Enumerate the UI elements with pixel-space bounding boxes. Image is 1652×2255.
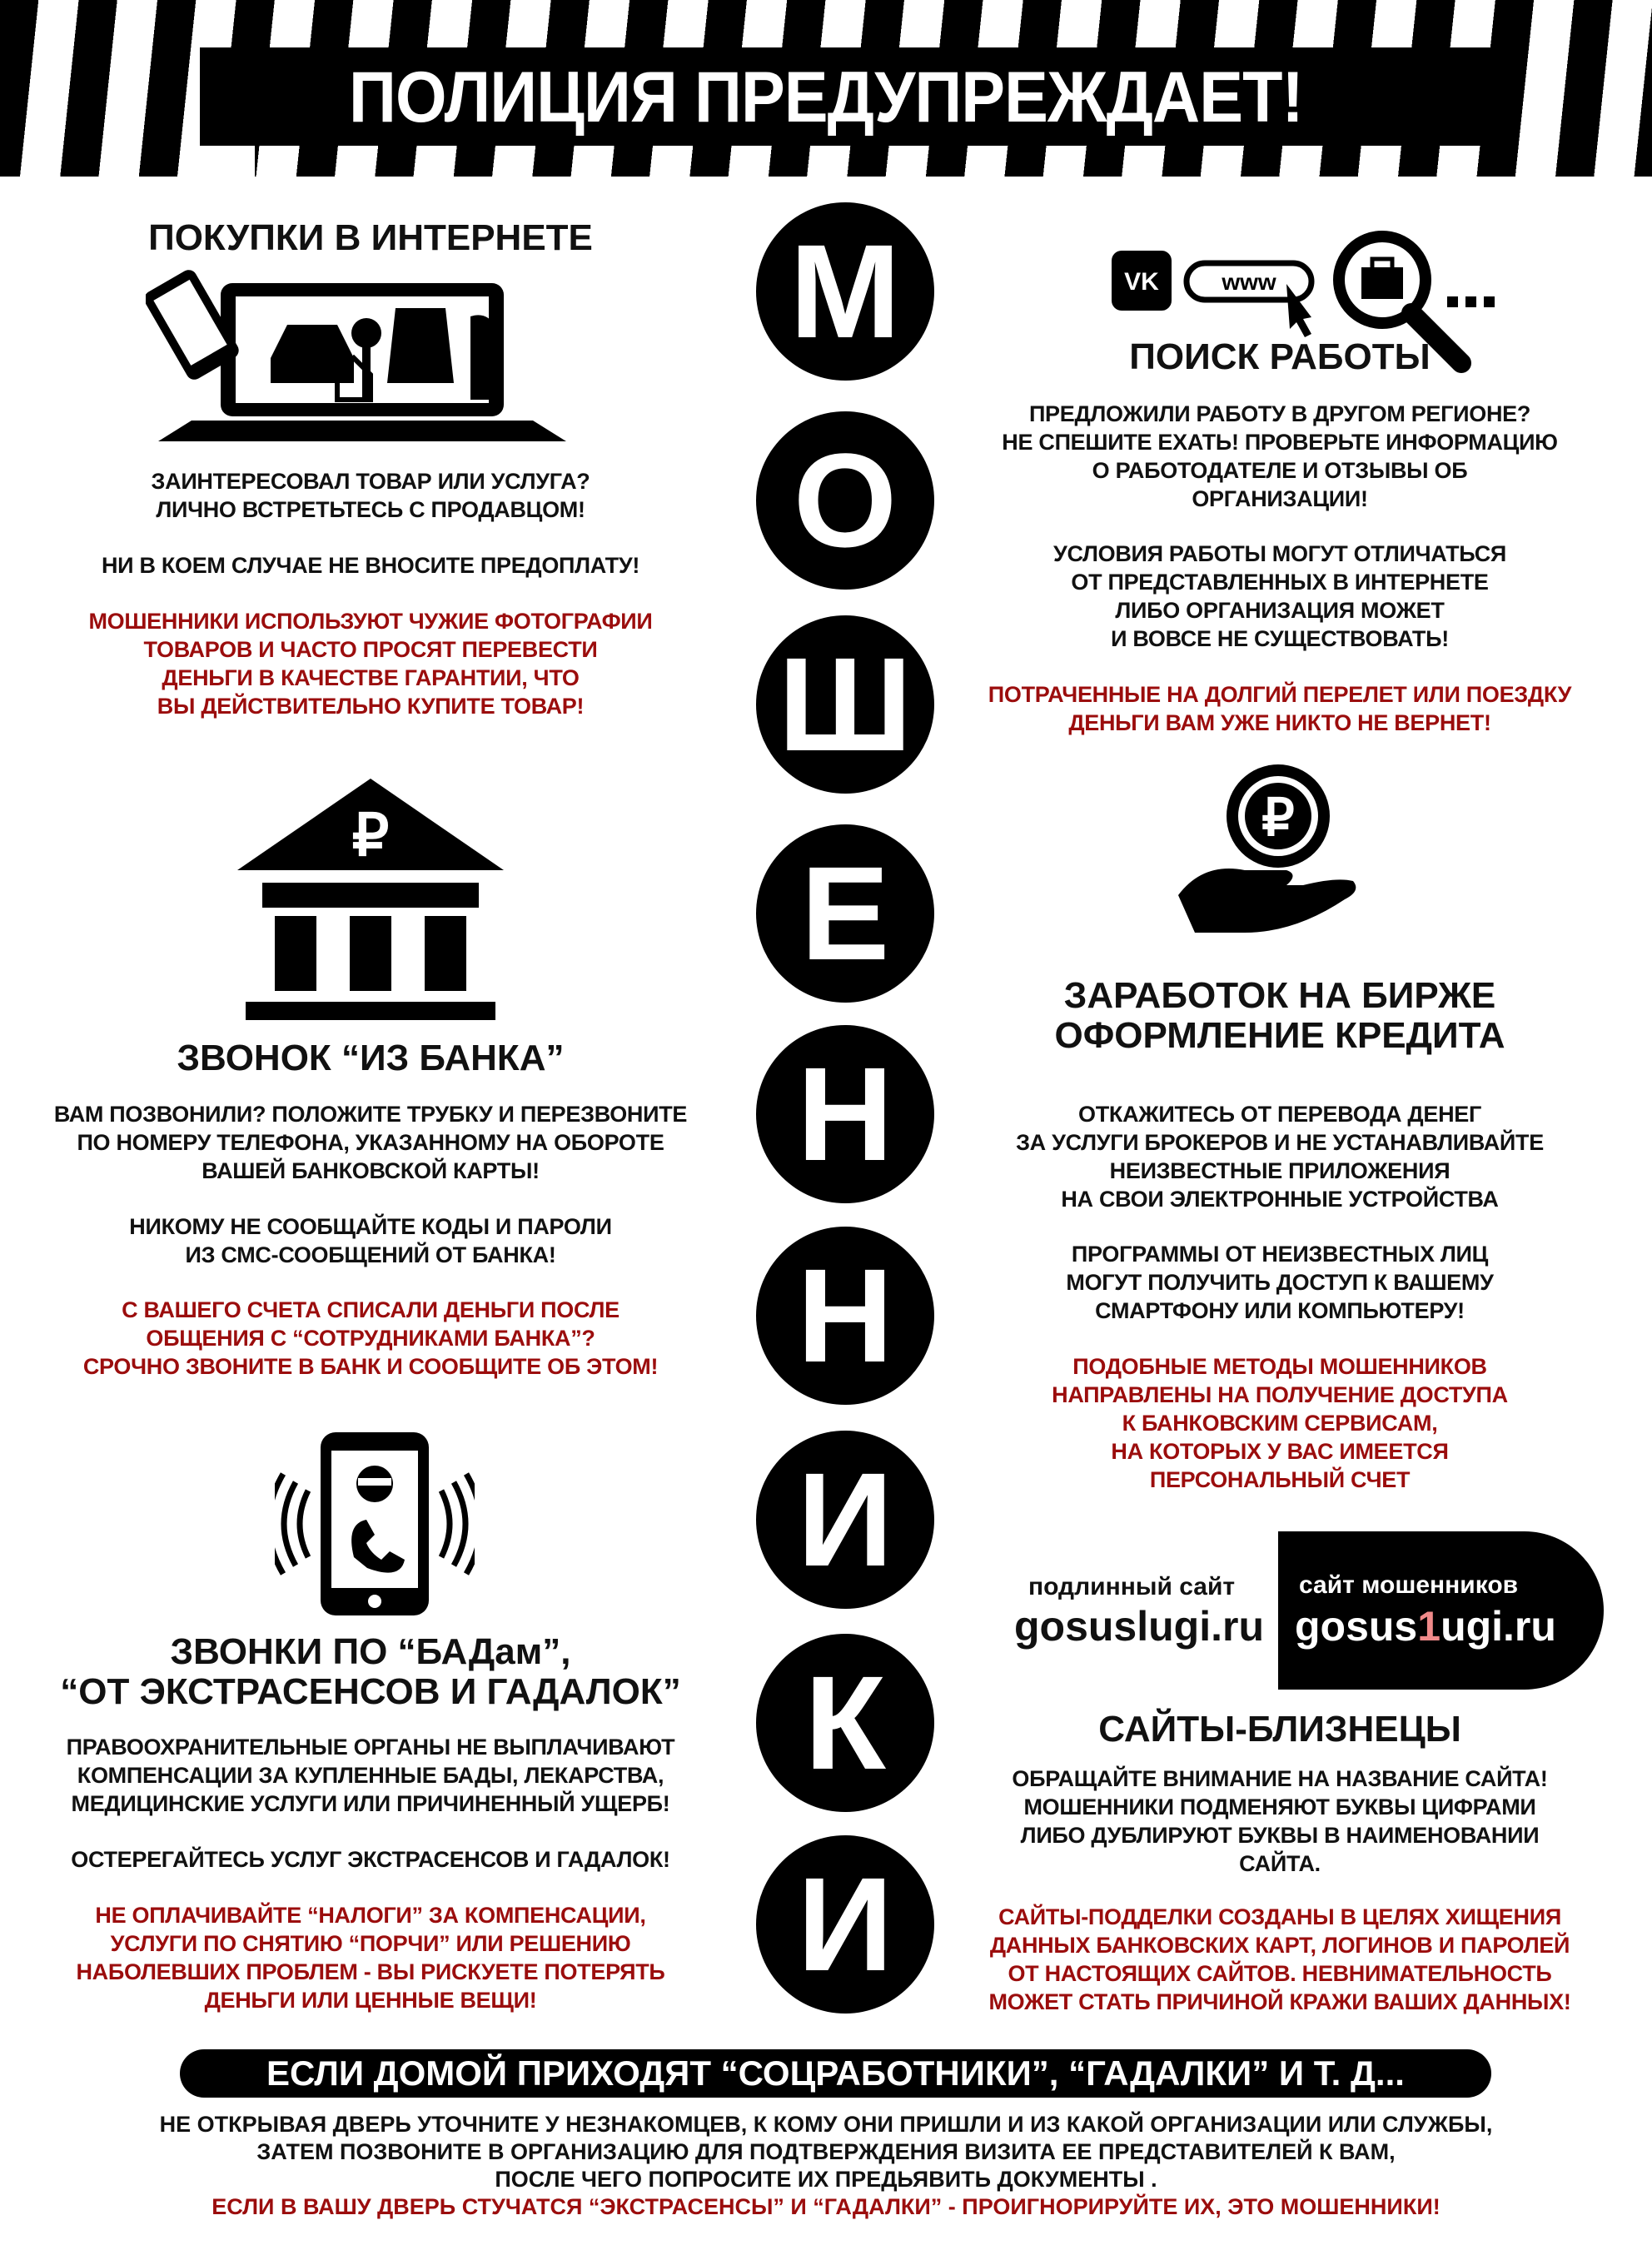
page-title: ПОЛИЦИЯ ПРЕДУПРЕЖДАЕТ!	[349, 57, 1303, 137]
laptop-shopping-icon	[146, 266, 579, 450]
footer-warning: ЕСЛИ В ВАШУ ДВЕРЬ СТУЧАТСЯ “ЭКСТРАСЕНСЫ” И “ГАДАЛКИ” - ПРОИГНОРИРУЙТЕ ИХ, ЭТО МОШЕННИКИ!	[211, 2194, 1441, 2219]
vk-icon: VK	[1124, 268, 1159, 296]
footer-body: НЕ ОТКРЫВАЯ ДВЕРЬ УТОЧНИТЕ У НЕЗНАКОМЦЕВ, К КОМУ ОНИ ПРИШЛИ И ИЗ КАКОЙ ОРГАНИЗАЦИИ ИЛИ СЛУЖБЫ, ЗАТЕМ ПОЗВОНИТЕ В ОРГАНИЗАЦИЮ ДЛЯ ПОДТВЕРЖДЕНИЯ ВИЗИТА ЕЕ ПРЕДСТАВИТЕЛЕЙ К ВАМ, ПОСЛЕ ЧЕГО ПОПРОСИТЕ ИХ ПРЕДЬЯВИТЬ ДОКУМЕНТЫ .	[159, 2112, 1493, 2192]
job-text-2: УСЛОВИЯ РАБОТЫ МОГУТ ОТЛИЧАТЬСЯ ОТ ПРЕДСТАВЛЕННЫХ В ИНТЕРНЕТЕ ЛИБО ОРГАНИЗАЦИЯ МОЖЕТ И ВОВСЕ НЕ СУЩЕСТВОВАТЬ!	[1052, 541, 1507, 651]
twin-sites-title: САЙТЫ-БЛИЗНЕЦЫ	[1098, 1709, 1461, 1750]
letter-circle: И	[756, 1431, 934, 1609]
fake-site-url	[1295, 1602, 1556, 1650]
exchange-warning: ПОДОБНЫЕ МЕТОДЫ МОШЕННИКОВ НАПРАВЛЕНЫ НА ПОЛУЧЕНИЕ ДОСТУПА К БАНКОВСКИМ СЕРВИСАМ, НА КОТОРЫХ У ВАС ИМЕЕТСЯ ПЕРСОНАЛЬНЫЙ СЧЕТ	[1052, 1354, 1508, 1492]
real-site-url: gosuslugi.ru	[1014, 1603, 1264, 1650]
shopping-text-2: НИ В КОЕМ СЛУЧАЕ НЕ ВНОСИТЕ ПРЕДОПЛАТУ!	[101, 553, 640, 578]
real-site-label: подлинный сайт	[1028, 1573, 1236, 1600]
shopping-warning: МОШЕННИКИ ИСПОЛЬЗУЮТ ЧУЖИЕ ФОТОГРАФИИ ТОВАРОВ И ЧАСТО ПРОСЯТ ПЕРЕВЕСТИ ДЕНЬГИ В КАЧЕСТВЕ ГАРАНТИИ, ЧТО ВЫ ДЕЙСТВИТЕЛЬНО КУПИТЕ ТОВАР!	[88, 609, 653, 719]
fake-url-part: gosus	[1295, 1603, 1418, 1650]
letter-circle: К	[756, 1634, 934, 1812]
bank-call-title: ЗВОНОК “ИЗ БАНКА”	[177, 1038, 565, 1078]
calls-text-1: ПРАВООХРАНИТЕЛЬНЫЕ ОРГАНЫ НЕ ВЫПЛАЧИВАЮТ КОМПЕНСАЦИИ ЗА КУПЛЕННЫЕ БАДЫ, ЛЕКАРСТВА, МЕДИЦИНСКИЕ УСЛУГИ ИЛИ ПРИЧИНЕННЫЙ УЩЕРБ!	[66, 1735, 675, 1816]
letter-circle: О	[756, 411, 934, 590]
header-stripe-gap	[185, 146, 255, 179]
letter-circle: Н	[756, 1025, 934, 1203]
fake-site-label: сайт мошенников	[1299, 1571, 1519, 1599]
twin-sites-warning: САЙТЫ-ПОДДЕЛКИ СОЗДАНЫ В ЦЕЛЯХ ХИЩЕНИЯ ДАННЫХ БАНКОВСКИХ КАРТ, ЛОГИНОВ И ПАРОЛЕЙ ОТ НАСТОЯЩИХ САЙТОВ. НЕВНИМАТЕЛЬНОСТЬ МОЖЕТ СТАТЬ ПРИЧИНОЙ КРАЖИ ВАШИХ ДАННЫХ!	[988, 1904, 1571, 2014]
fake-url-part: ugi.ru	[1441, 1603, 1556, 1650]
www-icon: www	[1222, 269, 1276, 295]
letter-circle: Е	[756, 824, 934, 1003]
exchange-text-2: ПРОГРАММЫ ОТ НЕИЗВЕСТНЫХ ЛИЦ МОГУТ ПОЛУЧИТЬ ДОСТУП К ВАШЕМУ СМАРТФОНУ ИЛИ КОМПЬЮТЕРУ!	[1066, 1242, 1494, 1323]
hand-ruble-icon	[1174, 762, 1357, 949]
calls-title: ЗВОНКИ ПО “БАДам”, “ОТ ЭКСТРАСЕНСОВ И ГАДАЛОК”	[60, 1631, 681, 1712]
job-warning: ПОТРАЧЕННЫЕ НА ДОЛГИЙ ПЕРЕЛЕТ ИЛИ ПОЕЗДКУ ДЕНЬГИ ВАМ УЖЕ НИКТО НЕ ВЕРНЕТ!	[988, 682, 1572, 735]
letter-circle: И	[756, 1835, 934, 2014]
ruble-icon: ₽	[1261, 789, 1295, 847]
calls-warning: НЕ ОПЛАЧИВАЙТЕ “НАЛОГИ” ЗА КОМПЕНСАЦИИ, УСЛУГИ ПО СНЯТИЮ “ПОРЧИ” ИЛИ РЕШЕНИЮ НАБОЛЕВШИХ ПРОБЛЕМ - ВЫ РИСКУЕТЕ ПОТЕРЯТЬ ДЕНЬГИ ИЛИ ЦЕННЫЕ ВЕЩИ!	[76, 1903, 665, 2013]
bank-icon	[237, 779, 504, 1024]
fake-url-digit: 1	[1417, 1603, 1441, 1650]
job-title: ПОИСК РАБОТЫ	[1129, 336, 1431, 377]
shopping-text-1: ЗАИНТЕРЕСОВАЛ ТОВАР ИЛИ УСЛУГА? ЛИЧНО ВСТРЕТЬТЕСЬ С ПРОДАВЦОМ!	[151, 469, 590, 522]
shopping-title: ПОКУПКИ В ИНТЕРНЕТЕ	[148, 217, 593, 258]
exchange-credit-title: ЗАРАБОТОК НА БИРЖЕ ОФОРМЛЕНИЕ КРЕДИТА	[1054, 975, 1505, 1056]
footer-text	[0, 2111, 1652, 2221]
letter-circle: М	[756, 202, 934, 381]
footer-heading: ЕСЛИ ДОМОЙ ПРИХОДЯТ “СОЦРАБОТНИКИ”, “ГАДАЛКИ” И Т. Д...	[180, 2049, 1491, 2098]
bank-text-2: НИКОМУ НЕ СООБЩАЙТЕ КОДЫ И ПАРОЛИ ИЗ СМС-СООБЩЕНИЙ ОТ БАНКА!	[129, 1214, 612, 1267]
twin-sites-comparison	[1012, 1531, 1604, 1690]
job-text-1: ПРЕДЛОЖИЛИ РАБОТУ В ДРУГОМ РЕГИОНЕ? НЕ СПЕШИТЕ ЕХАТЬ! ПРОВЕРЬТЕ ИНФОРМАЦИЮ О РАБОТОДАТЕЛЕ И ОТЗЫВЫ ОБ ОРГАНИЗАЦИИ!	[1002, 401, 1558, 511]
bank-text-1: ВАМ ПОЗВОНИЛИ? ПОЛОЖИТЕ ТРУБКУ И ПЕРЕЗВОНИТЕ ПО НОМЕРУ ТЕЛЕФОНА, УКАЗАННОМУ НА ОБОРОТЕ ВАШЕЙ БАНКОВСКОЙ КАРТЫ!	[53, 1102, 688, 1183]
bank-warning: С ВАШЕГО СЧЕТА СПИСАЛИ ДЕНЬГИ ПОСЛЕ ОБЩЕНИЯ С “СОТРУДНИКАМИ БАНКА”? СРОЧНО ЗВОНИТЕ В БАНК И СООБЩИТЕ ОБ ЭТОМ!	[82, 1297, 659, 1379]
twin-sites-text: ОБРАЩАЙТЕ ВНИМАНИЕ НА НАЗВАНИЕ САЙТА! МОШЕННИКИ ПОДМЕНЯЮТ БУКВЫ ЦИФРАМИ ЛИБО ДУБЛИРУЮТ БУКВЫ В НАИМЕНОВАНИИ САЙТА.	[1012, 1766, 1548, 1876]
letter-circle: Н	[756, 1227, 934, 1405]
ruble-icon: ₽	[351, 803, 390, 868]
calls-text-2: ОСТЕРЕГАЙТЕСЬ УСЛУГ ЭКСТРАСЕНСОВ И ГАДАЛОК!	[71, 1847, 670, 1872]
letter-circle: Ш	[756, 615, 934, 794]
exchange-text-1: ОТКАЖИТЕСЬ ОТ ПЕРЕВОДА ДЕНЕГ ЗА УСЛУГИ БРОКЕРОВ И НЕ УСТАНАВЛИВАЙТЕ НЕИЗВЕСТНЫЕ ПРИЛОЖЕНИЯ НА СВОИ ЭЛЕКТРОННЫЕ УСТРОЙСТВА	[1016, 1102, 1544, 1212]
phone-scammer-icon	[275, 1432, 475, 1615]
